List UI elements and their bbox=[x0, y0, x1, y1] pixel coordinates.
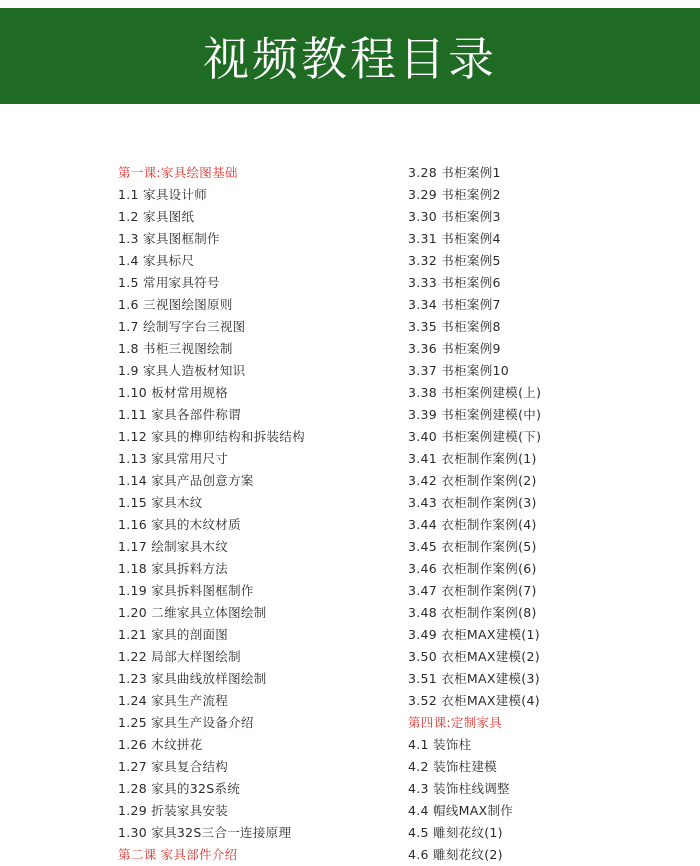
toc-entry: 3.51 衣柜MAX建模(3) bbox=[408, 671, 540, 686]
toc-entry: 4.1 装饰柱 bbox=[408, 737, 472, 752]
lesson-heading: 第一课:家具绘图基础 bbox=[118, 165, 238, 180]
toc-entry: 1.12 家具的榫卯结构和拆装结构 bbox=[118, 429, 305, 444]
toc-entry: 3.37 书柜案例10 bbox=[408, 363, 510, 378]
toc-entry: 1.24 家具生产流程 bbox=[118, 693, 229, 708]
toc-entry: 3.39 书柜案例建模(中) bbox=[408, 407, 542, 422]
toc-entry: 3.45 衣柜制作案例(5) bbox=[408, 539, 537, 554]
toc-entry: 3.34 书柜案例7 bbox=[408, 297, 501, 312]
toc-entry: 1.17 绘制家具木纹 bbox=[118, 539, 229, 554]
toc-entry: 3.48 衣柜制作案例(8) bbox=[408, 605, 537, 620]
toc-entry: 3.38 书柜案例建模(上) bbox=[408, 385, 542, 400]
toc-entry: 1.5 常用家具符号 bbox=[118, 275, 220, 290]
toc-entry: 4.6 雕刻花纹(2) bbox=[408, 847, 503, 862]
lesson-heading: 第二课 家具部件介绍 bbox=[118, 847, 238, 862]
toc-entry: 3.41 衣柜制作案例(1) bbox=[408, 451, 537, 466]
toc-entry: 1.8 书柜三视图绘制 bbox=[118, 341, 233, 356]
toc-entry: 3.42 衣柜制作案例(2) bbox=[408, 473, 537, 488]
toc-entry: 1.6 三视图绘图原则 bbox=[118, 297, 233, 312]
toc-entry: 1.27 家具复合结构 bbox=[118, 759, 229, 774]
toc-entry: 1.30 家具32S三合一连接原理 bbox=[118, 825, 292, 840]
toc-entry: 4.2 装饰柱建模 bbox=[408, 759, 498, 774]
toc-entry: 1.10 板材常用规格 bbox=[118, 385, 229, 400]
toc-entry: 4.5 雕刻花纹(1) bbox=[408, 825, 503, 840]
toc-entry: 3.43 衣柜制作案例(3) bbox=[408, 495, 537, 510]
toc-entry: 1.14 家具产品创意方案 bbox=[118, 473, 254, 488]
toc-entry: 1.20 二维家具立体图绘制 bbox=[118, 605, 267, 620]
toc-entry: 1.9 家具人造板材知识 bbox=[118, 363, 246, 378]
toc-entry: 3.46 衣柜制作案例(6) bbox=[408, 561, 537, 576]
toc-entry: 1.15 家具木纹 bbox=[118, 495, 203, 510]
toc-entry: 1.19 家具拆料图框制作 bbox=[118, 583, 254, 598]
toc-entry: 1.18 家具拆料方法 bbox=[118, 561, 229, 576]
toc-entry: 1.16 家具的木纹材质 bbox=[118, 517, 241, 532]
lesson-heading: 第四课:定制家具 bbox=[408, 715, 503, 730]
toc-entry: 3.47 衣柜制作案例(7) bbox=[408, 583, 537, 598]
toc-entry: 3.30 书柜案例3 bbox=[408, 209, 501, 224]
toc-entry: 3.29 书柜案例2 bbox=[408, 187, 501, 202]
toc-entry: 3.52 衣柜MAX建模(4) bbox=[408, 693, 540, 708]
toc-entry: 1.26 木纹拼花 bbox=[118, 737, 203, 752]
toc-entry: 3.28 书柜案例1 bbox=[408, 165, 501, 180]
toc-entry: 4.4 帽线MAX制作 bbox=[408, 803, 514, 818]
toc-entry: 3.33 书柜案例6 bbox=[408, 275, 501, 290]
toc-entry: 1.25 家具生产设备介绍 bbox=[118, 715, 254, 730]
toc-entry: 1.23 家具曲线放样图绘制 bbox=[118, 671, 267, 686]
toc-entry: 1.29 折装家具安装 bbox=[118, 803, 229, 818]
toc-entry: 1.22 局部大样图绘制 bbox=[118, 649, 241, 664]
toc-entry: 1.13 家具常用尺寸 bbox=[118, 451, 229, 466]
toc-entry: 3.36 书柜案例9 bbox=[408, 341, 501, 356]
toc-entry: 3.40 书柜案例建模(下) bbox=[408, 429, 542, 444]
title-banner bbox=[0, 8, 700, 104]
toc-entry: 1.11 家具各部件称谓 bbox=[118, 407, 241, 422]
toc-entry: 3.35 书柜案例8 bbox=[408, 319, 501, 334]
toc-entry: 3.32 书柜案例5 bbox=[408, 253, 501, 268]
toc-entry: 1.3 家具图框制作 bbox=[118, 231, 220, 246]
toc-entry: 1.4 家具标尺 bbox=[118, 253, 195, 268]
toc-entry: 1.28 家具的32S系统 bbox=[118, 781, 241, 796]
toc-entry: 3.50 衣柜MAX建模(2) bbox=[408, 649, 540, 664]
toc-entry: 1.7 绘制写字台三视图 bbox=[118, 319, 246, 334]
toc-right-column bbox=[408, 162, 678, 866]
toc-entry: 3.44 衣柜制作案例(4) bbox=[408, 517, 537, 532]
page-title: 视频教程目录 bbox=[203, 32, 497, 86]
toc-entry: 3.31 书柜案例4 bbox=[408, 231, 501, 246]
toc-entry: 3.49 衣柜MAX建模(1) bbox=[408, 627, 540, 642]
toc-left-column bbox=[118, 162, 388, 866]
toc-entry: 1.2 家具图纸 bbox=[118, 209, 195, 224]
toc-entry: 4.3 装饰柱线调整 bbox=[408, 781, 510, 796]
toc-entry: 1.21 家具的剖面图 bbox=[118, 627, 229, 642]
toc-entry: 1.1 家具设计师 bbox=[118, 187, 208, 202]
